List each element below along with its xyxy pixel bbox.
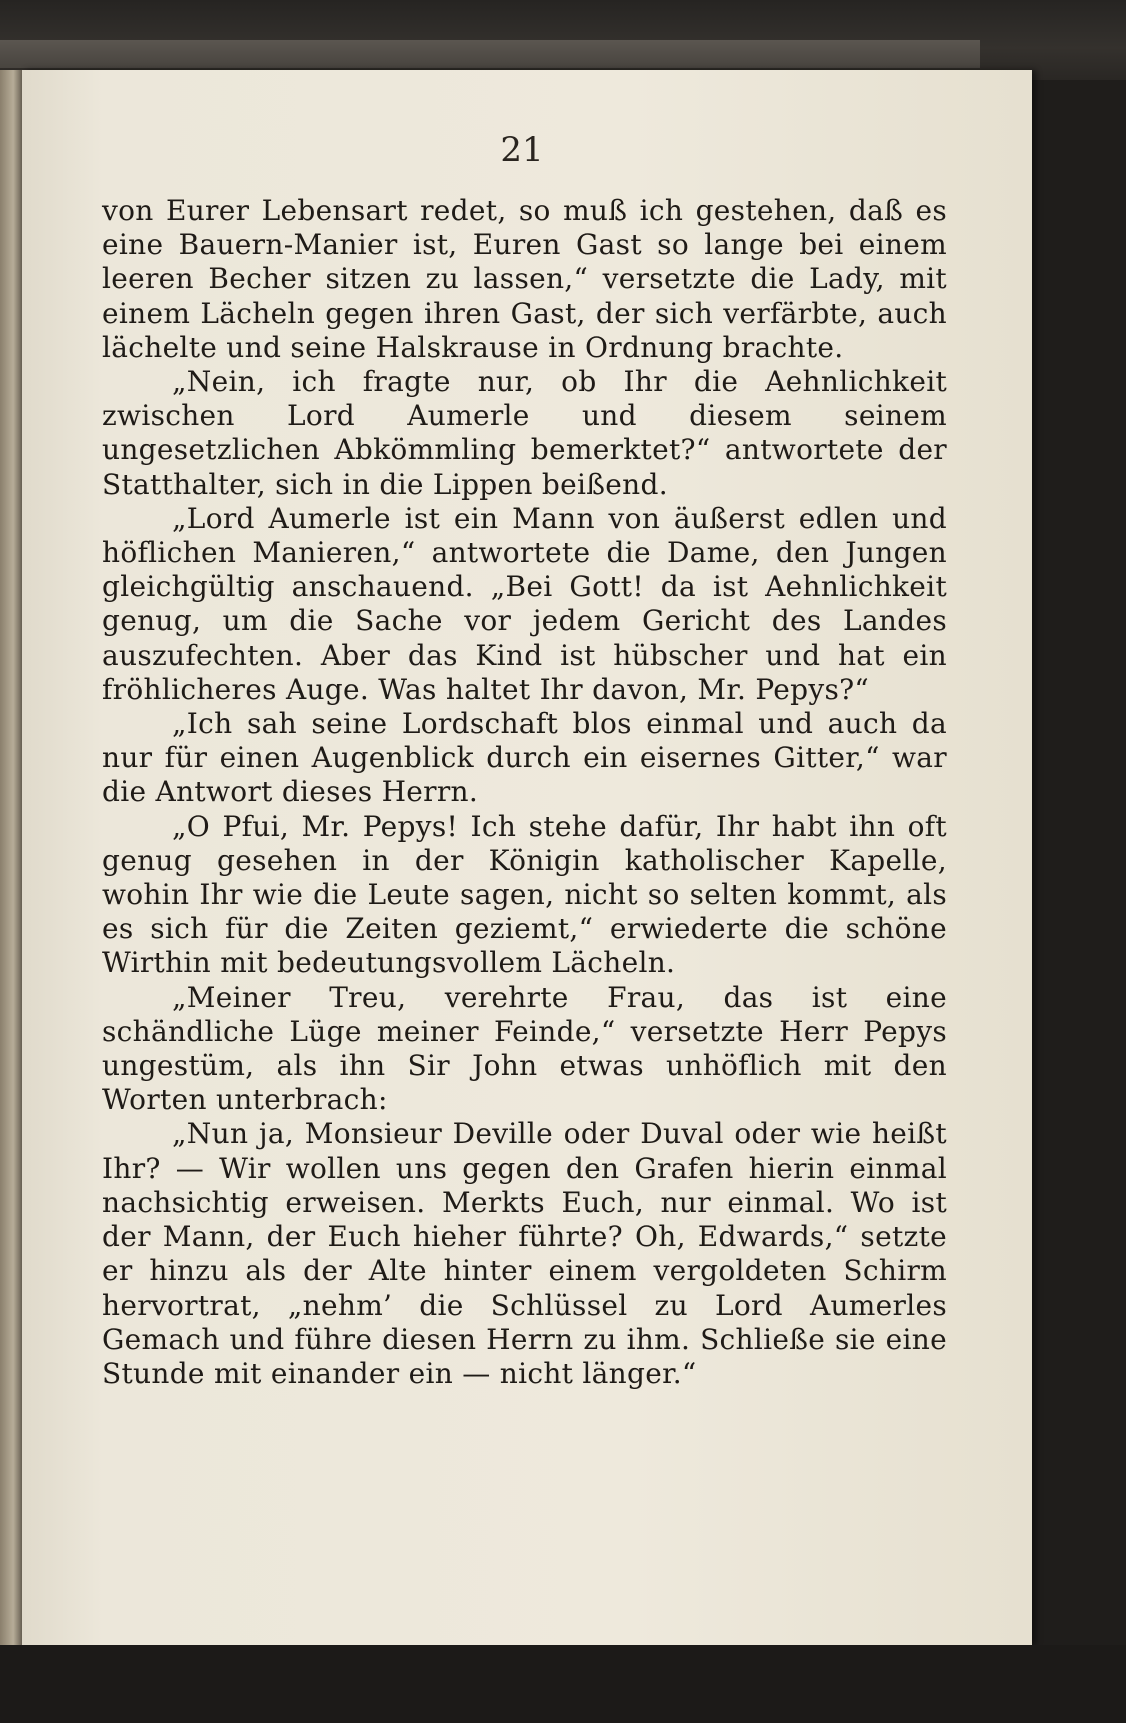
paragraph-7: „Nun ja, Monsieur Deville oder Duval oder wie heißt Ihr? — Wir wollen uns gegen den Grafen hierin einmal nachsichtig erweisen. Merkts Euch, nur einmal. Wo ist der Mann, der Euch hieher führte? Oh, Edwards,“ setzte er hinzu als der Alte hinter einem vergoldeten Schirm hervortrat, „nehm’ die Schlüssel zu Lord Aumerles Gemach und führe diesen Herrn zu ihm. Schließe sie eine Stunde mit einander ein — nicht länger.“ bbox=[102, 1117, 947, 1390]
paragraph-6: „Meiner Treu, verehrte Frau, das ist eine schändliche Lüge meiner Feinde,“ versetzte Herr Pepys ungestüm, als ihn Sir John etwas unhöflich mit den Worten unterbrach: bbox=[102, 980, 947, 1117]
paragraph-5: „O Pfui, Mr. Pepys! Ich stehe dafür, Ihr habt ihn oft genug gesehen in der Königin katholischer Kapelle, wohin Ihr wie die Leute sagen, nicht so selten kommt, als es sich für die Zeiten geziemt,“ erwiederte die schöne Wirthin mit bedeutungsvollem Lächeln. bbox=[102, 809, 947, 980]
book-page bbox=[22, 70, 1032, 1645]
paragraph-3: „Lord Aumerle ist ein Mann von äußerst edlen und höflichen Manieren,“ antwortete die Dame, den Jungen gleichgültig anschauend. „Bei Gott! da ist Aehnlichkeit genug, um die Sache vor jedem Gericht des Landes auszufechten. Aber das Kind ist hübscher und hat ein fröhlicheres Auge. Was haltet Ihr davon, Mr. Pepys?“ bbox=[102, 501, 947, 706]
book-board bbox=[0, 40, 980, 68]
page-number: 21 bbox=[500, 130, 544, 170]
page-stack-edge bbox=[0, 70, 22, 1650]
paragraph-2: „Nein, ich fragte nur, ob Ihr die Aehnlichkeit zwischen Lord Aumerle und diesem seinem ungesetzlichen Abkömmling bemerktet?“ antwortete der Statthalter, sich in die Lippen beißend. bbox=[102, 365, 947, 501]
scan-background bbox=[0, 1645, 1126, 1723]
paragraph-4: „Ich sah seine Lordschaft blos einmal und auch da nur für einen Augenblick durch ein eisernes Gitter,“ war die Antwort dieses Herrn. bbox=[102, 707, 947, 809]
paragraph-1: von Eurer Lebensart redet, so muß ich gestehen, daß es eine Bauern-Manier ist, Euren Gast so lange bei einem leeren Becher sitzen zu lassen,“ versetzte die Lady, mit einem Lächeln gegen ihren Gast, der sich verfärbte, auch lächelte und seine Halskrause in Ordnung brachte. bbox=[102, 194, 947, 364]
body-text bbox=[102, 194, 947, 1391]
